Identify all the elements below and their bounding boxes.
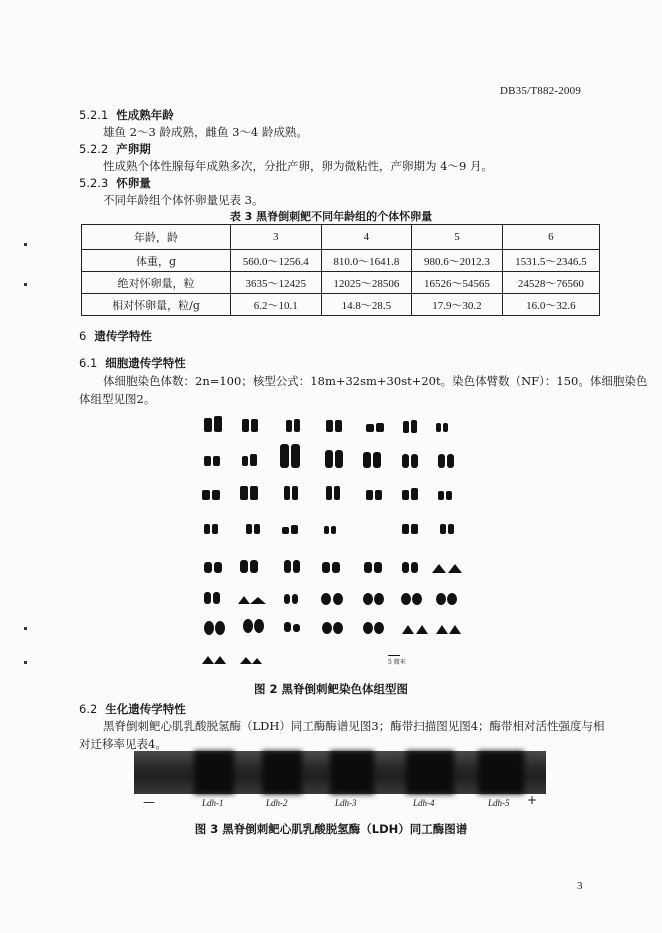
table-cell: 1531.5～2346.5	[502, 250, 599, 272]
section-number: 5.2.2	[79, 142, 109, 156]
chromosome-pair	[436, 593, 457, 605]
chromosome-pair	[363, 452, 381, 468]
chromosome-pair	[284, 594, 298, 604]
table-cell: 16.0～32.6	[502, 294, 599, 316]
chromosome-pair	[204, 456, 220, 466]
chromosome-pair	[282, 525, 298, 534]
chromosome-pair	[366, 423, 384, 432]
section-number: 5.2.1	[79, 108, 109, 122]
chromosome-pair	[284, 622, 300, 632]
section-5-2-3-heading	[79, 175, 151, 191]
table-cell: 5	[412, 225, 503, 250]
table-cell: 4	[321, 225, 412, 250]
section-number: 6	[79, 329, 87, 343]
chromosome-pair	[243, 619, 264, 633]
section-5-2-2-text: 性成熟个体性腺每年成熟多次，分批产卵，卵为微粘性，产卵期为 4～9 月。	[103, 159, 493, 173]
positive-pole: +	[527, 793, 538, 807]
table-cell: 560.0～1256.4	[231, 250, 322, 272]
section-title: 怀卵量	[116, 176, 151, 190]
standard-code: DB35/T882-2009	[500, 85, 582, 97]
table-cell: 6.2～10.1	[231, 294, 322, 316]
chromosome-pair	[202, 656, 226, 664]
chromosome-pair	[364, 562, 382, 573]
chromosome-pair	[402, 625, 428, 634]
chromosome-pair	[363, 622, 384, 634]
chromosome-pair	[204, 416, 222, 432]
gel-band	[194, 751, 234, 794]
section-5-2-1-heading	[79, 107, 174, 123]
table-cell: 16526～54565	[412, 272, 503, 294]
chromosome-pair	[438, 454, 454, 468]
gel-band	[330, 751, 374, 794]
chromosome-pair	[324, 526, 336, 534]
section-5-2-3-text: 不同年龄组个体怀卵量见表 3。	[103, 193, 264, 207]
chromosome-pair	[204, 562, 222, 573]
chromosome-pair	[363, 593, 384, 605]
table-row	[82, 272, 600, 294]
band-label-ldh2: Ldh-2	[266, 798, 288, 808]
section-title: 细胞遗传学特性	[105, 356, 186, 370]
chromosome-pair	[240, 486, 258, 500]
negative-pole: —	[143, 795, 155, 809]
table-cell: 810.0～1641.8	[321, 250, 412, 272]
chromosome-pair	[326, 420, 342, 432]
row-label: 相对怀卵量，粒/g	[82, 294, 231, 316]
chromosome-pair	[401, 593, 422, 605]
chromosome-pair	[402, 562, 418, 573]
chromosome-pair	[432, 564, 462, 573]
chromosome-pair	[284, 560, 300, 573]
chromosome-pair	[321, 593, 343, 605]
section-6-2-text-line2: 对迁移率见表4。	[79, 737, 167, 751]
chromosome-pair	[242, 454, 257, 466]
figure-2-caption: 图 2 黑脊倒刺鲃染色体组型图	[253, 682, 408, 696]
margin-mark	[24, 627, 27, 630]
row-label: 绝对怀卵量，粒	[82, 272, 231, 294]
table-row	[82, 250, 600, 272]
figure-3-caption: 图 3 黑脊倒刺鲃心肌乳酸脱氢酶（LDH）同工酶图谱	[194, 822, 468, 836]
margin-mark	[24, 661, 27, 664]
table-cell: 980.6～2012.3	[412, 250, 503, 272]
section-number: 6.2	[79, 702, 98, 716]
chromosome-pair	[240, 560, 258, 573]
row-label: 年龄，龄	[82, 225, 231, 250]
table-row	[82, 294, 600, 316]
ldh-gel-image	[134, 751, 546, 794]
table-cell: 3635～12425	[231, 272, 322, 294]
chromosome-pair	[238, 596, 266, 604]
table-cell: 6	[502, 225, 599, 250]
margin-mark	[24, 283, 27, 286]
gel-band	[262, 751, 302, 794]
section-6-1-text-line2: 体组型见图2。	[79, 392, 156, 406]
chromosome-pair	[242, 419, 258, 432]
chromosome-pair	[204, 621, 225, 635]
section-number: 5.2.3	[79, 176, 109, 190]
chromosome-pair	[402, 488, 418, 500]
karyotype-figure	[198, 414, 470, 670]
chromosome-pair	[403, 420, 417, 433]
chromosome-pair	[402, 524, 418, 534]
chromosome-pair	[366, 490, 382, 500]
table-cell: 24528～76560	[502, 272, 599, 294]
section-6-2-heading	[79, 701, 186, 717]
scale-bar-label: 5 微米	[388, 659, 406, 666]
chromosome-pair	[440, 524, 454, 534]
section-5-2-2-heading	[79, 141, 151, 157]
chromosome-pair	[402, 454, 418, 468]
section-6-heading	[79, 328, 152, 344]
chromosome-pair	[280, 444, 300, 468]
gel-band	[406, 751, 454, 794]
chromosome-pair	[246, 524, 260, 534]
chromosome-pair	[202, 490, 220, 500]
table-row	[82, 225, 600, 250]
karyotype-image	[198, 414, 470, 670]
chromosome-pair	[204, 592, 220, 604]
chromosome-pair	[284, 486, 298, 500]
chromosome-pair	[286, 419, 300, 432]
chromosome-pair	[240, 657, 262, 664]
chromosome-pair	[436, 423, 448, 432]
page-number: 3	[577, 880, 583, 892]
section-title: 生化遗传学特性	[105, 702, 186, 716]
row-label: 体重，g	[82, 250, 231, 272]
table-cell: 12025～28506	[321, 272, 412, 294]
gel-band	[478, 751, 524, 794]
scale-bar	[388, 655, 400, 656]
chromosome-pair	[325, 450, 343, 468]
band-label-ldh5: Ldh-5	[488, 798, 510, 808]
table-cell: 17.9～30.2	[412, 294, 503, 316]
section-title: 性成熟年龄	[116, 108, 174, 122]
table-cell: 14.8～28.5	[321, 294, 412, 316]
section-5-2-1-text: 雄鱼 2～3 龄成熟，雌鱼 3～4 龄成熟。	[103, 125, 308, 139]
chromosome-pair	[438, 491, 452, 500]
section-title: 产卵期	[116, 142, 151, 156]
section-6-1-text-line1: 体细胞染色体数：2n=100；核型公式：18m+32sm+30st+20t。染色体臂数（NF）：150。体细胞染色	[103, 374, 648, 388]
band-label-ldh1: Ldh-1	[202, 798, 224, 808]
chromosome-pair	[204, 524, 218, 534]
table-3	[81, 224, 600, 316]
chromosome-pair	[322, 562, 340, 573]
table-cell: 3	[231, 225, 322, 250]
section-title: 遗传学特性	[94, 329, 152, 343]
section-6-2-text-line1: 黑脊倒刺鲃心肌乳酸脱氢酶（LDH）同工酶酶谱见图3；酶带扫描图见图4；酶带相对活性强度与相	[103, 719, 605, 733]
section-6-1-heading	[79, 355, 186, 371]
table-3-caption: 表 3 黑脊倒刺鲃不同年龄组的个体怀卵量	[229, 210, 433, 223]
section-number: 6.1	[79, 356, 98, 370]
chromosome-pair	[436, 625, 461, 634]
band-label-ldh3: Ldh-3	[335, 798, 357, 808]
margin-mark	[24, 243, 27, 246]
chromosome-pair	[322, 622, 343, 634]
band-label-ldh4: Ldh-4	[413, 798, 435, 808]
chromosome-pair	[326, 486, 340, 500]
